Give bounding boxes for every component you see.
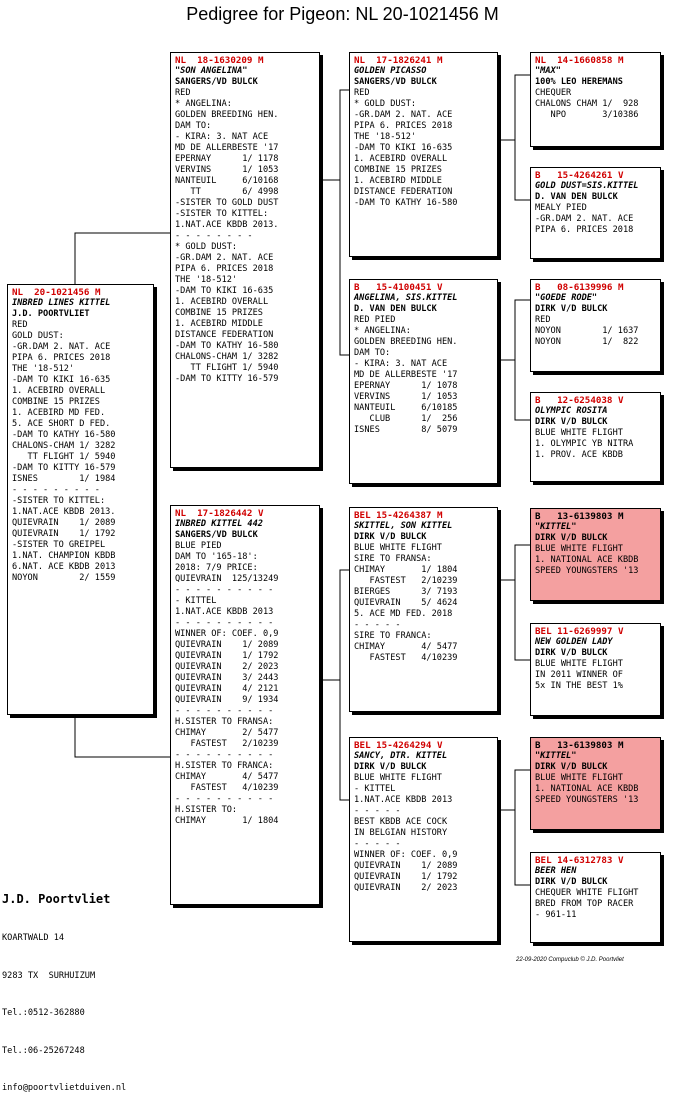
- info-line: -DAM TO KATHY 16-580: [354, 198, 458, 208]
- info-line: THE '18-512': [175, 275, 238, 285]
- info-line: DISTANCE FEDERATION: [354, 187, 453, 197]
- owner: DIRK V/D BULCK: [535, 648, 608, 658]
- info-line: 1. ACEBIRD MD FED.: [12, 408, 106, 418]
- info-line: 1.NAT.ACE KBDB 2013.: [12, 507, 116, 517]
- info-line: NOYON 1/ 1637: [535, 326, 639, 336]
- info-line: -GR.DAM 2. NAT. ACE: [12, 342, 111, 352]
- info-line: GOLD DUST:: [12, 331, 64, 341]
- info-line: NANTEUIL 6/10185: [354, 403, 458, 413]
- pigeon-name: "KITTEL": [535, 522, 577, 532]
- breeder-contact: [2, 866, 126, 1107]
- owner: DIRK V/D BULCK: [535, 762, 608, 772]
- info-line: BEST KBDB ACE COCK: [354, 817, 448, 827]
- info-line: QUIEVRAIN 1/ 1792: [175, 651, 279, 661]
- info-line: BLUE WHITE FLIGHT: [354, 773, 442, 783]
- info-line: FASTEST 4/10239: [175, 783, 279, 793]
- info-line: MD DE ALLERBESTE '17: [175, 143, 279, 153]
- info-line: - - - - - - - - - -: [175, 585, 274, 595]
- info-line: EPERNAY 1/ 1078: [354, 381, 458, 391]
- owner: D. VAN DEN BULCK: [535, 192, 618, 202]
- info-line: EPERNAY 1/ 1178: [175, 154, 279, 164]
- address-line: 9283 TX SURHUIZUM: [2, 970, 96, 981]
- pigeon-name: GOLDEN PICASSO: [354, 66, 427, 76]
- info-line: NANTEUIL 6/10168: [175, 176, 279, 186]
- info-line: CHEQUER WHITE FLIGHT: [535, 888, 639, 898]
- info-line: QUIEVRAIN 1/ 1792: [12, 529, 116, 539]
- info-line: GOLDEN BREEDING HEN.: [354, 337, 458, 347]
- info-line: WINNER OF: COEF. 0,9: [175, 629, 279, 639]
- info-line: -SISTER TO KITTEL:: [12, 496, 106, 506]
- info-line: RED: [535, 315, 551, 325]
- info-line: QUIEVRAIN 2/ 2023: [175, 662, 279, 672]
- info-line: 5. ACE MD FED. 2018: [354, 609, 453, 619]
- info-line: COMBINE 15 PRIZES: [175, 308, 263, 318]
- owner: 100% LEO HEREMANS: [535, 77, 623, 87]
- pigeon-name: BEER HEN: [535, 866, 577, 876]
- info-line: 6.NAT. ACE KBDB 2013: [12, 562, 116, 572]
- info-line: CHIMAY 1/ 1804: [354, 565, 458, 575]
- ring-number: NL 17-1826241 M: [354, 55, 443, 66]
- info-line: 1.NAT.ACE KBDB 2013.: [175, 220, 279, 230]
- info-line: SIRE TO FRANCA:: [354, 631, 432, 641]
- info-line: BRED FROM TOP RACER: [535, 899, 634, 909]
- info-line: ISNES 1/ 1984: [12, 474, 116, 484]
- ds-sire-card[interactable]: [530, 508, 661, 601]
- ring-number: BEL 15-4264294 V: [354, 740, 443, 751]
- info-line: BLUE PIED: [175, 541, 222, 551]
- ring-number: B 13-6139803 M: [535, 511, 624, 522]
- subject-pigeon-card[interactable]: [7, 284, 154, 715]
- info-line: - KIRA: 3. NAT ACE: [175, 132, 269, 142]
- info-line: BIERGES 3/ 7193: [354, 587, 458, 597]
- info-line: THE '18-512': [354, 132, 417, 142]
- info-line: QUIEVRAIN 3/ 2443: [175, 673, 279, 683]
- info-line: QUIEVRAIN 125/13249: [175, 574, 279, 584]
- info-line: FASTEST 2/10239: [175, 739, 279, 749]
- info-line: CHEQUER: [535, 88, 572, 98]
- info-line: BLUE WHITE FLIGHT: [535, 773, 623, 783]
- ring-number: B 13-6139803 M: [535, 740, 624, 751]
- info-line: TT FLIGHT 1/ 5940: [12, 452, 116, 462]
- ring-number: B 12-6254038 V: [535, 395, 624, 406]
- info-line: QUIEVRAIN 9/ 1934: [175, 695, 279, 705]
- info-line: 1.NAT.ACE KBDB 2013: [175, 607, 274, 617]
- owner: DIRK V/D BULCK: [535, 417, 608, 427]
- info-line: -GR.DAM 2. NAT. ACE: [175, 253, 274, 263]
- info-line: 2018: 7/9 PRICE:: [175, 563, 258, 573]
- sire-card[interactable]: [170, 52, 320, 468]
- owner: DIRK V/D BULCK: [354, 532, 427, 542]
- info-line: CHIMAY 4/ 5477: [354, 642, 458, 652]
- info-line: IN BELGIAN HISTORY: [354, 828, 448, 838]
- info-line: 5x IN THE BEST 1%: [535, 681, 623, 691]
- ring-number: B 08-6139996 M: [535, 282, 624, 293]
- info-line: - KITTEL: [175, 596, 217, 606]
- info-line: - - - - -: [354, 806, 401, 816]
- sire-dam-card[interactable]: [349, 279, 498, 484]
- pigeon-name: "KITTEL": [535, 751, 577, 761]
- info-line: PIPA 6. PRICES 2018: [535, 225, 634, 235]
- info-line: -DAM TO KITTY 16-579: [175, 374, 279, 384]
- owner: SANGERS/VD BULCK: [354, 77, 437, 87]
- info-line: CLUB 1/ 256: [354, 414, 458, 424]
- info-line: DISTANCE FEDERATION: [175, 330, 274, 340]
- pigeon-name: "SON ANGELINA": [175, 66, 248, 76]
- info-line: QUIEVRAIN 1/ 2089: [175, 640, 279, 650]
- info-line: NPO 3/10386: [535, 110, 639, 120]
- info-line: RED PIED: [354, 315, 396, 325]
- info-line: WINNER OF: COEF. 0,9: [354, 850, 458, 860]
- info-line: PIPA 6. PRICES 2018: [12, 353, 111, 363]
- dd-sire-card[interactable]: [530, 737, 661, 830]
- page-title: Pedigree for Pigeon: NL 20-1021456 M: [186, 4, 499, 24]
- info-line: * GOLD DUST:: [175, 242, 238, 252]
- info-line: 1. OLYMPIC YB NITRA: [535, 439, 634, 449]
- owner: J.D. POORTVLIET: [12, 309, 90, 319]
- info-line: * GOLD DUST:: [354, 99, 417, 109]
- address-line: KOARTWALD 14: [2, 933, 65, 943]
- info-line: 1. NATIONAL ACE KBDB: [535, 555, 639, 565]
- info-line: * ANGELINA:: [175, 99, 232, 109]
- info-line: -GR.DAM 2. NAT. ACE: [535, 214, 634, 224]
- info-line: NOYON 1/ 822: [535, 337, 639, 347]
- pigeon-name: INBRED KITTEL 442: [175, 519, 263, 529]
- info-line: MD DE ALLERBESTE '17: [354, 370, 458, 380]
- info-line: RED: [175, 88, 191, 98]
- info-line: -DAM TO KIKI 16-635: [12, 375, 111, 385]
- pigeon-name: INBRED LINES KITTEL: [12, 298, 111, 308]
- info-line: 1. ACEBIRD OVERALL: [12, 386, 106, 396]
- dd-dam-card[interactable]: [530, 852, 661, 943]
- info-line: - - - - - - - - - -: [175, 618, 274, 628]
- info-line: -DAM TO KATHY 16-580: [12, 430, 116, 440]
- info-line: 1.NAT.ACE KBDB 2013: [354, 795, 453, 805]
- info-line: PIPA 6. PRICES 2018: [175, 264, 274, 274]
- info-line: QUIEVRAIN 2/ 2023: [354, 883, 458, 893]
- info-line: MEALY PIED: [535, 203, 587, 213]
- info-line: COMBINE 15 PRIZES: [12, 397, 100, 407]
- info-line: SIRE TO FRANSA:: [354, 554, 432, 564]
- ring-number: B 15-4100451 V: [354, 282, 443, 293]
- owner: DIRK V/D BULCK: [535, 304, 608, 314]
- dam-sire-card[interactable]: [349, 507, 498, 712]
- info-line: QUIEVRAIN 1/ 1792: [354, 872, 458, 882]
- sire-sire-card[interactable]: [349, 52, 498, 257]
- info-line: CHIMAY 1/ 1804: [175, 816, 279, 826]
- info-line: QUIEVRAIN 5/ 4624: [354, 598, 458, 608]
- owner: DIRK V/D BULCK: [535, 533, 608, 543]
- sd-sire-card[interactable]: [530, 279, 661, 372]
- info-line: 1. ACEBIRD MIDDLE: [175, 319, 263, 329]
- ring-number: BEL 15-4264387 M: [354, 510, 443, 521]
- phone-line: Tel.:06-25267248: [2, 1045, 85, 1056]
- info-line: QUIEVRAIN 1/ 2089: [12, 518, 116, 528]
- info-line: - KIRA: 3. NAT ACE: [354, 359, 448, 369]
- info-line: - - - - - - - - - -: [175, 750, 274, 760]
- pigeon-name: SKITTEL, SON KITTEL: [354, 521, 453, 531]
- info-line: - - - - -: [354, 839, 401, 849]
- info-line: -DAM TO KIKI 16-635: [354, 143, 453, 153]
- info-line: 1.NAT. CHAMPION KBDB: [12, 551, 116, 561]
- owner: DIRK V/D BULCK: [535, 877, 608, 887]
- info-line: DAM TO '165-18':: [175, 552, 258, 562]
- info-line: -SISTER TO GREIPEL: [12, 540, 106, 550]
- pigeon-name: NEW GOLDEN LADY: [535, 637, 613, 647]
- breeder-name: J.D. Poortvliet: [2, 892, 111, 906]
- email-link[interactable]: info@poortvlietduiven.nl: [2, 1083, 127, 1093]
- info-line: SPEED YOUNGSTERS '13: [535, 566, 639, 576]
- info-line: BLUE WHITE FLIGHT: [535, 544, 623, 554]
- info-line: -GR.DAM 2. NAT. ACE: [354, 110, 453, 120]
- print-credit: 22-09-2020 Compuclub © J.D. Poortvliet: [516, 957, 624, 963]
- ring-number: BEL 14-6312783 V: [535, 855, 624, 866]
- info-line: CHALONS-CHAM 1/ 3282: [12, 441, 116, 451]
- info-line: * ANGELINA:: [354, 326, 411, 336]
- pigeon-name: "MAX": [535, 66, 561, 76]
- dam-card[interactable]: [170, 505, 320, 905]
- info-line: QUIEVRAIN 1/ 2089: [354, 861, 458, 871]
- info-line: 1. ACEBIRD OVERALL: [175, 297, 269, 307]
- info-line: CHALONS-CHAM 1/ 3282: [175, 352, 279, 362]
- info-line: BLUE WHITE FLIGHT: [535, 428, 623, 438]
- info-line: 1. PROV. ACE KBDB: [535, 450, 623, 460]
- owner: SANGERS/VD BULCK: [175, 530, 258, 540]
- ss-dam-card[interactable]: [530, 167, 661, 259]
- info-line: BLUE WHITE FLIGHT: [354, 543, 442, 553]
- pigeon-name: "GOEDE RODE": [535, 293, 598, 303]
- info-line: - KITTEL: [354, 784, 396, 794]
- info-line: -SISTER TO KITTEL:: [175, 209, 269, 219]
- ring-number: NL 17-1826442 V: [175, 508, 264, 519]
- info-line: SPEED YOUNGSTERS '13: [535, 795, 639, 805]
- info-line: - - - - - - - - -: [12, 485, 100, 495]
- info-line: 1. ACEBIRD OVERALL: [354, 154, 448, 164]
- info-line: IN 2011 WINNER OF: [535, 670, 623, 680]
- pigeon-name: ANGELINA, SIS.KITTEL: [354, 293, 458, 303]
- info-line: - - - - - - - -: [175, 231, 253, 241]
- ring-number: B 15-4264261 V: [535, 170, 624, 181]
- info-line: THE '18-512': [12, 364, 75, 374]
- info-line: VERVINS 1/ 1053: [175, 165, 279, 175]
- phone-line: Tel.:0512-362880: [2, 1008, 85, 1018]
- info-line: - 961-11: [535, 910, 577, 920]
- info-line: PIPA 6. PRICES 2018: [354, 121, 453, 131]
- info-line: H.SISTER TO FRANSA:: [175, 717, 274, 727]
- info-line: CHALONS CHAM 1/ 928: [535, 99, 639, 109]
- info-line: ISNES 8/ 5079: [354, 425, 458, 435]
- info-line: DAM TO:: [175, 121, 212, 131]
- info-line: FASTEST 2/10239: [354, 576, 458, 586]
- ring-number: NL 18-1630209 M: [175, 55, 264, 66]
- info-line: 1. NATIONAL ACE KBDB: [535, 784, 639, 794]
- info-line: DAM TO:: [354, 348, 391, 358]
- info-line: - - - - - - - - - -: [175, 706, 274, 716]
- info-line: H.SISTER TO:: [175, 805, 238, 815]
- ds-dam-card[interactable]: [530, 623, 661, 716]
- info-line: NOYON 2/ 1559: [12, 573, 116, 583]
- info-line: GOLDEN BREEDING HEN.: [175, 110, 279, 120]
- info-line: 1. ACEBIRD MIDDLE: [354, 176, 442, 186]
- owner: DIRK V/D BULCK: [354, 762, 427, 772]
- info-line: RED: [354, 88, 370, 98]
- owner: SANGERS/VD BULCK: [175, 77, 258, 87]
- info-line: - - - - - - - - - -: [175, 794, 274, 804]
- pigeon-name: GOLD DUST=SIS.KITTEL: [535, 181, 639, 191]
- info-line: -SISTER TO GOLD DUST: [175, 198, 279, 208]
- owner: D. VAN DEN BULCK: [354, 304, 437, 314]
- sd-dam-card[interactable]: [530, 392, 661, 482]
- info-line: 5. ACE SHORT D FED.: [12, 419, 111, 429]
- ring-number: BEL 11-6269997 V: [535, 626, 624, 637]
- info-line: -DAM TO KATHY 16-580: [175, 341, 279, 351]
- info-line: RED: [12, 320, 28, 330]
- ring-number: NL 14-1660858 M: [535, 55, 624, 66]
- info-line: - - - - -: [354, 620, 401, 630]
- pigeon-name: SANCY, DTR. KITTEL: [354, 751, 448, 761]
- info-line: COMBINE 15 PRIZES: [354, 165, 442, 175]
- info-line: BLUE WHITE FLIGHT: [535, 659, 623, 669]
- info-line: QUIEVRAIN 4/ 2121: [175, 684, 279, 694]
- info-line: -DAM TO KITTY 16-579: [12, 463, 116, 473]
- info-line: CHIMAY 2/ 5477: [175, 728, 279, 738]
- ss-sire-card[interactable]: [530, 52, 661, 147]
- info-line: CHIMAY 4/ 5477: [175, 772, 279, 782]
- ring-number: NL 20-1021456 M: [12, 287, 101, 298]
- info-line: -DAM TO KIKI 16-635: [175, 286, 274, 296]
- dam-dam-card[interactable]: [349, 737, 498, 942]
- info-line: VERVINS 1/ 1053: [354, 392, 458, 402]
- info-line: TT FLIGHT 1/ 5940: [175, 363, 279, 373]
- pigeon-name: OLYMPIC ROSITA: [535, 406, 608, 416]
- info-line: H.SISTER TO FRANCA:: [175, 761, 274, 771]
- info-line: TT 6/ 4998: [175, 187, 279, 197]
- info-line: FASTEST 4/10239: [354, 653, 458, 663]
